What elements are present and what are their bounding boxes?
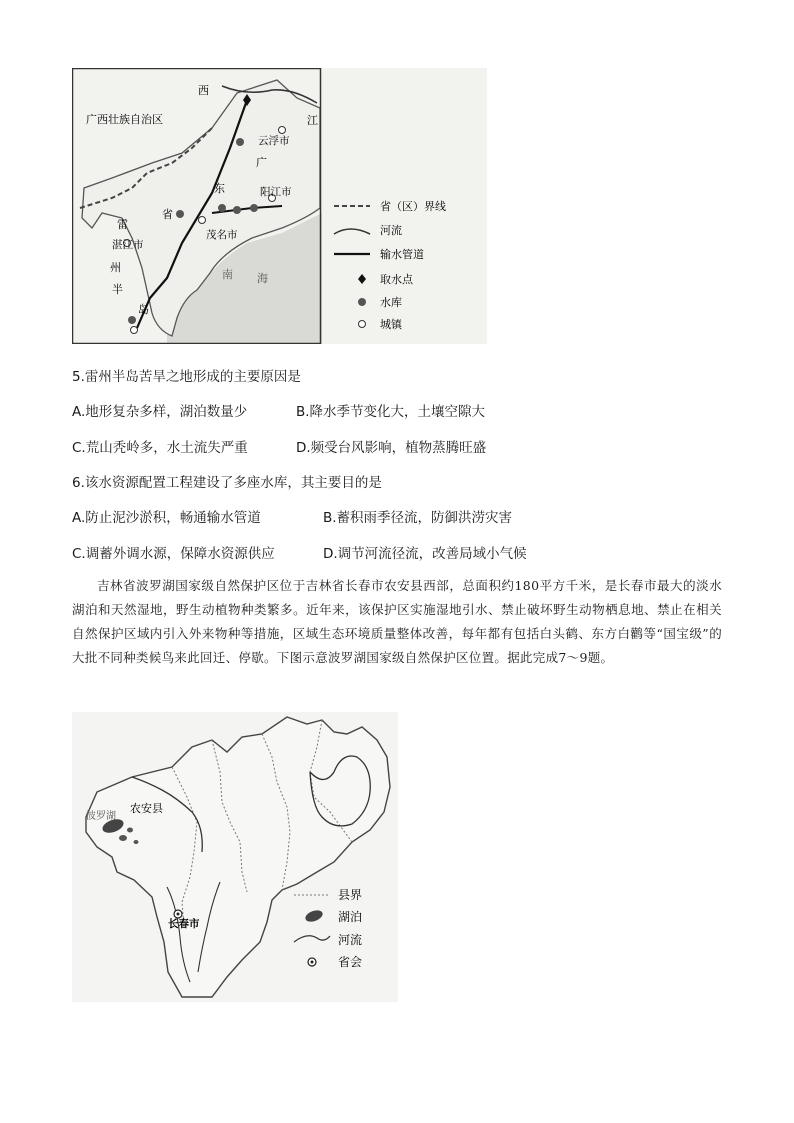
question-5-option-c: C.荒山秃岭多，水土流失严重 [72, 440, 248, 456]
map2-legend [294, 888, 362, 969]
question-6-option-c: C.调蓄外调水源，保障水资源供应 [72, 546, 275, 562]
reservoir-icon [128, 316, 136, 324]
label-xi: 西 [198, 84, 209, 97]
question-6-stem: 6.该水资源配置工程建设了多座水库，其主要目的是 [72, 475, 382, 491]
legend-capital-icon-dot [311, 961, 314, 964]
label-maoming: 茂名市 [206, 229, 238, 241]
question-5-option-a: A.地形复杂多样，湖泊数量少 [72, 404, 248, 420]
map-boluohu-reserve [72, 712, 398, 1002]
legend-lake-label: 湖泊 [338, 910, 363, 924]
reservoir-icon [218, 204, 226, 212]
label-dong: 东 [214, 182, 225, 195]
question-5-option-b: B.降水季节变化大，土壤空隙大 [296, 404, 486, 420]
legend-reservoir-label: 水库 [380, 296, 402, 309]
question-5-stem: 5.雷州半岛苦旱之地形成的主要原因是 [72, 369, 301, 385]
legend-river-label: 河流 [380, 224, 402, 237]
legend-boundary-label: 省（区）界线 [380, 200, 446, 213]
map-guangdong-water-project [72, 68, 487, 344]
lake-small [127, 828, 133, 833]
legend-town-icon [359, 321, 366, 328]
label-hai: 海 [257, 272, 268, 285]
reservoir-icon [236, 138, 244, 146]
reservoir-icon [233, 206, 241, 214]
legend-pipeline-label: 输水管道 [380, 248, 424, 261]
question-6-option-b: B.蓄积雨季径流，防御洪涝灾害 [323, 510, 513, 526]
legend-river-label: 河流 [338, 933, 363, 947]
reservoir-icon [176, 210, 184, 218]
label-changchun: 长春市 [168, 918, 200, 930]
label-zhanjiang: 湛江市 [112, 239, 144, 251]
legend-intake-label: 取水点 [380, 273, 413, 286]
legend-river-symbol [294, 936, 330, 942]
map2-svg [72, 712, 398, 1002]
legend-lake-icon [304, 908, 324, 924]
label-nongan: 农安县 [130, 802, 163, 815]
label-guang: 广 [256, 156, 267, 169]
question-6-option-a: A.防止泥沙淤积，畅通输水管道 [72, 510, 261, 526]
legend-capital-label: 省会 [338, 955, 363, 969]
map1-legend [334, 199, 446, 331]
question-6-option-d: D.调节河流径流，改善局域小气候 [323, 546, 527, 562]
label-dao: 岛 [138, 303, 149, 316]
town-icon [279, 127, 286, 134]
label-nan: 南 [222, 268, 233, 281]
town-icon [131, 327, 138, 334]
legend-river-symbol [334, 229, 370, 234]
label-boluohu: 波罗湖 [86, 811, 116, 822]
legend-intake-icon [358, 274, 366, 284]
label-jiang: 江 [307, 114, 318, 127]
label-sheng: 省 [162, 208, 173, 221]
label-yangjiang: 阳江市 [260, 186, 292, 198]
label-ban: 半 [112, 283, 123, 296]
town-icon [199, 217, 206, 224]
reservoir-icon [250, 204, 258, 212]
capital-icon-dot [177, 913, 180, 916]
passage-boluohu: 吉林省波罗湖国家级自然保护区位于吉林省长春市农安县西部，总面积约180平方千米，是长春市最大的淡水湖泊和天然湿地，野生动植物种类繁多。近年来，该保护区实施湿地引水、禁止破坏野生动物栖息地、禁止在相关自然保护区域内引入外来物种等措施，区域生态环境质量整体改善，每年都有包括白头鹤、东方白鹳等“国宝级”的大批不同种类候鸟来此回迁、停歇。下图示意波罗湖国家级自然保护区位置。据此完成7～9题。 [72, 578, 722, 665]
legend-town-label: 城镇 [380, 318, 402, 331]
label-guangxi: 广西壮族自治区 [86, 113, 163, 126]
lake-small [134, 840, 139, 844]
label-lei: 雷 [117, 218, 128, 231]
label-yunfu: 云浮市 [258, 135, 290, 147]
legend-county-boundary-label: 县界 [338, 888, 363, 902]
lake-small [119, 835, 127, 841]
question-5-option-d: D.频受台风影响，植物蒸腾旺盛 [296, 440, 487, 456]
map1-svg [72, 68, 487, 344]
label-zhou: 州 [110, 261, 121, 274]
legend-reservoir-icon [358, 298, 366, 306]
